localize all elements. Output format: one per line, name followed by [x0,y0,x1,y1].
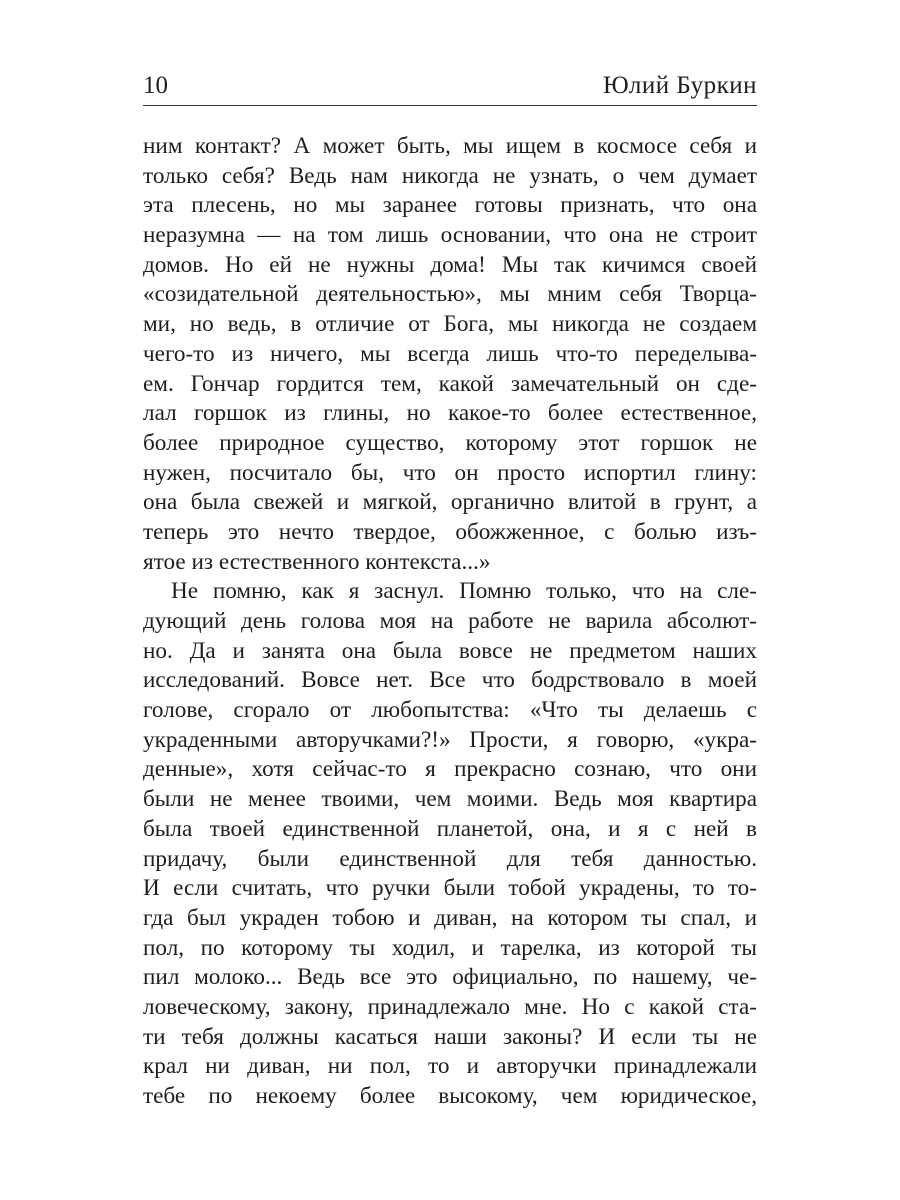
text-line: она была свежей и мягкой, органично влитой в грунт, а [143,489,757,516]
text-line: ятое из естественного контекста...» [143,548,491,575]
text-line: дующий день голова моя на работе не варила абсолют- [143,608,757,634]
page-number: 10 [143,72,168,99]
text-line: эта плесень, но мы заранее готовы признать, что она [143,192,757,219]
text-line: домов. Но ей не нужны дома! Мы так кичимся своей [143,251,757,278]
text-line: «созидательной деятельностью», мы мним себя Творца- [143,281,757,308]
text-line: гда был украден тобою и диван, на котором ты спал, и [143,904,757,931]
text-line: денные», хотя сейчас-то я прекрасно сознаю, что они [143,756,757,783]
text-line: тебе по некоему более высокому, чем юридическое, [143,1083,757,1109]
text-line: неразумна — на том лишь основании, что она не строит [143,222,757,249]
text-line: Не помню, как я заснул. Помню только, что на сле- [171,578,757,605]
text-line: более природное существо, которому этот горшок не [143,429,757,456]
text-line: пил молоко... Ведь все это официально, по нашему, че- [143,964,757,991]
text-line: пол, по которому ты ходил, и тарелка, из которой ты [143,934,757,961]
body-text [143,132,757,1112]
text-line: чего-то из ничего, мы всегда лишь что-то переделыва- [143,340,757,367]
text-line: исследований. Вовсе нет. Все что бодрствовало в моей [143,667,757,694]
text-line: теперь это нечто твердое, обожженное, с болью изъ- [143,518,757,545]
header-rule [143,105,757,106]
text-line: нужен, посчитало бы, что он просто испортил глину: [143,459,757,486]
text-line: голове, сгорало от любопытства: «Что ты делаешь с [143,697,757,724]
text-line: ловеческому, закону, принадлежало мне. Но с какой ста- [143,993,757,1020]
text-line: ем. Гончар гордится тем, какой замечательный он сде- [143,370,757,397]
text-line: крал ни диван, ни пол, то и авторучки принадлежали [143,1053,757,1080]
text-line: ним контакт? А может быть, мы ищем в космосе себя и [143,133,757,159]
text-line: ми, но ведь, в отличие от Бога, мы никогда не создаем [143,311,757,338]
running-header-author: Юлий Буркин [603,72,757,99]
running-header [143,72,757,102]
text-line: лал горшок из глины, но какое-то более естественное, [143,400,757,427]
text-line: но. Да и занята она была вовсе не предметом наших [143,637,757,664]
text-line: придачу, были единственной для тебя данностью. [143,845,757,872]
text-line: только себя? Ведь нам никогда не узнать, о чем думает [143,162,757,189]
text-line: украденными авторучками?!» Прости, я говорю, «укра- [143,726,757,753]
text-line: И если считать, что ручки были тобой украдены, то то- [143,875,757,902]
text-line: была твоей единственной планетой, она, и я с ней в [143,815,757,842]
text-line: были не менее твоими, чем моими. Ведь моя квартира [143,786,757,813]
text-line: ти тебя должны касаться наши законы? И если ты не [143,1023,757,1050]
